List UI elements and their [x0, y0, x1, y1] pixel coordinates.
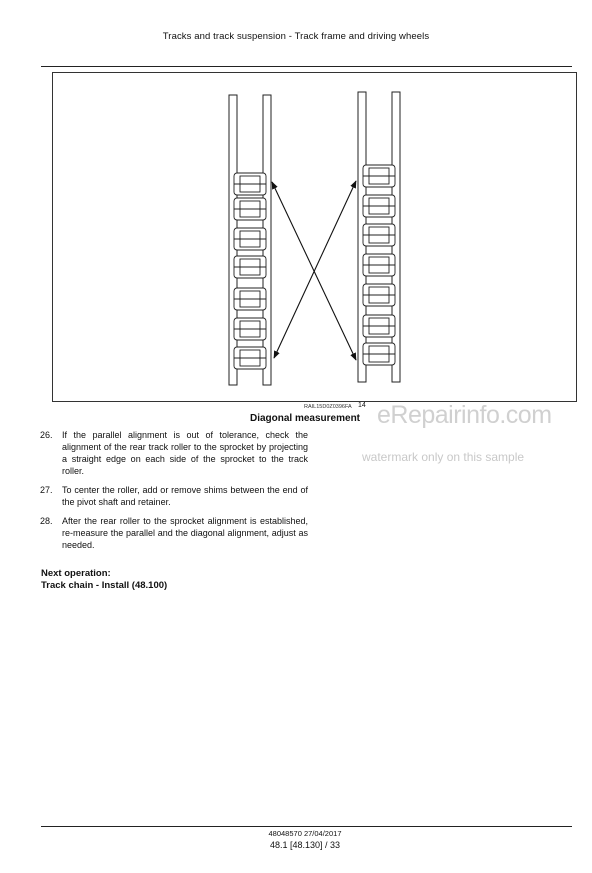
step-number: 28.	[40, 516, 53, 526]
right-roller	[363, 195, 395, 217]
watermark-note: watermark only on this sample	[362, 450, 525, 464]
right-roller	[363, 224, 395, 246]
procedure-steps	[40, 429, 308, 558]
step-text: After the rear roller to the sprocket alignment is established, re-measure the parallel and the diagonal alignment, adjust as needed.	[62, 516, 308, 550]
diagonal-arrow-rear-left-to-front-right	[274, 181, 356, 358]
step-number: 26.	[40, 430, 53, 440]
right-roller	[363, 284, 395, 306]
diagonal-arrows	[272, 181, 356, 360]
left-roller	[234, 198, 266, 220]
step-text: To center the roller, add or remove shims between the end of the pivot shaft and retainer.	[62, 485, 308, 507]
left-rollers	[234, 173, 266, 369]
procedure-step	[40, 515, 308, 551]
left-roller	[234, 173, 266, 195]
next-operation-link[interactable]: Track chain - Install (48.100)	[41, 580, 168, 591]
right-roller	[363, 254, 395, 276]
right-roller	[363, 343, 395, 365]
left-roller	[234, 228, 266, 250]
watermark-brand: eRepairinfo.com	[377, 401, 552, 429]
left-roller	[234, 256, 266, 278]
procedure-step	[40, 484, 308, 508]
footer-rule	[41, 826, 572, 827]
left-roller	[234, 318, 266, 340]
left-roller	[234, 347, 266, 369]
procedure-step	[40, 429, 308, 477]
step-number: 27.	[40, 485, 53, 495]
right-rollers	[363, 165, 395, 365]
footer-document-id: 48048570 27/04/2017	[268, 829, 342, 838]
left-roller	[234, 288, 266, 310]
page-header-title: Tracks and track suspension - Track frame and driving wheels	[162, 31, 430, 42]
right-roller	[363, 315, 395, 337]
next-operation-heading: Next operation:	[41, 568, 111, 579]
figure-caption: Diagonal measurement	[249, 413, 361, 424]
figure-id: RAIL15D0Z0396FA	[304, 404, 352, 410]
figure-number: 14	[358, 402, 366, 409]
footer-page-number: 48.1 [48.130] / 33	[269, 840, 341, 850]
right-roller	[363, 165, 395, 187]
diagonal-measurement-diagram	[0, 0, 592, 420]
step-text: If the parallel alignment is out of tolerance, check the alignment of the rear track roller to the sprocket by projecting a straight edge on each side of the sprocket to the track roller.	[62, 430, 308, 476]
